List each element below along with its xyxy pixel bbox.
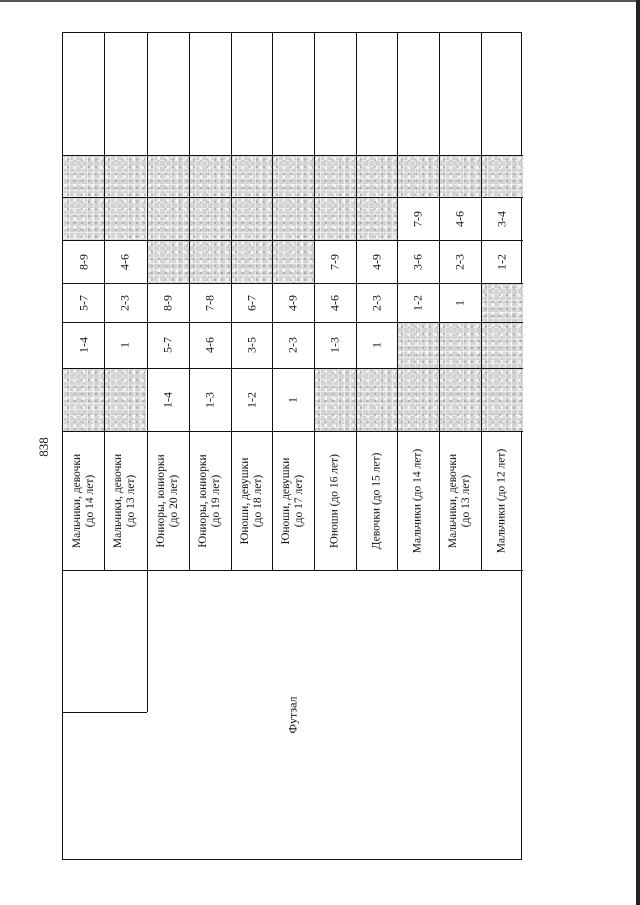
value-cell (63, 368, 104, 431)
value-cell (439, 155, 481, 197)
value-cell (147, 368, 189, 431)
column-divider (63, 240, 523, 241)
row-group-cell (356, 431, 397, 570)
value-cell (356, 240, 397, 283)
value-cell (104, 368, 146, 431)
row-divider (231, 33, 232, 570)
value-cell (314, 322, 356, 368)
value-cell (63, 283, 104, 322)
value-cell (189, 240, 231, 283)
value-cell (272, 155, 314, 197)
scan-edge-right (636, 0, 640, 905)
value-text: 7-8 (202, 294, 217, 311)
value-text: 3-6 (410, 253, 425, 270)
value-cell (314, 240, 356, 283)
value-text: 6-7 (244, 294, 258, 311)
value-text: 2-3 (452, 253, 467, 270)
value-text: 3-4 (494, 210, 509, 227)
value-text: 1-3 (327, 337, 342, 353)
value-cell (231, 240, 272, 283)
sport-area-divider (147, 570, 148, 712)
row-group-label (280, 457, 306, 544)
value-text: 4-6 (452, 210, 467, 227)
lower-rule (63, 712, 147, 713)
row-divider (272, 33, 273, 570)
value-text: 1 (452, 299, 467, 306)
value-text: 3-5 (244, 337, 258, 353)
value-cell (481, 322, 523, 368)
value-cell (231, 197, 272, 240)
value-cell (147, 322, 189, 368)
value-cell (147, 197, 189, 240)
value-cell (272, 322, 314, 368)
value-cell (231, 155, 272, 197)
value-cell (439, 368, 481, 431)
value-cell (104, 240, 146, 283)
value-text: 2-3 (285, 337, 300, 353)
value-text: 5-7 (160, 337, 175, 353)
row-group-label (155, 454, 181, 547)
value-cell (314, 283, 356, 322)
row-group-line: (до 17 лет) (293, 474, 305, 527)
row-group-cell (481, 431, 523, 570)
value-cell (397, 197, 439, 240)
row-divider (104, 33, 105, 570)
value-cell (397, 155, 439, 197)
row-group-cell (63, 431, 104, 570)
value-cell (63, 197, 104, 240)
value-cell (231, 368, 272, 431)
value-text: 1 (117, 342, 132, 348)
value-text: 4-9 (285, 294, 300, 311)
value-text: 4-6 (202, 337, 217, 353)
column-divider (63, 155, 523, 156)
value-text: 2-3 (369, 294, 383, 311)
row-group-line: Мальчики (до 14 лет) (411, 448, 424, 553)
value-cell (481, 368, 523, 431)
row-group-label (329, 454, 342, 548)
row-group-line: Юноши, девушки (280, 457, 292, 544)
row-group-label (370, 452, 383, 549)
value-cell (63, 240, 104, 283)
value-cell (189, 197, 231, 240)
value-cell (272, 368, 314, 431)
sport-cell (63, 570, 523, 859)
row-group-line: (до 19 лет) (210, 474, 222, 527)
value-cell (439, 197, 481, 240)
row-group-label (447, 453, 473, 547)
row-divider (481, 33, 482, 570)
value-cell (481, 283, 523, 322)
row-group-line: Мальчики, девочки (112, 453, 124, 548)
row-group-label (71, 453, 97, 547)
value-cell (356, 197, 397, 240)
row-group-line: Мальчики (до 12 лет) (495, 448, 508, 553)
row-group-line: Мальчики, девочки (447, 453, 459, 548)
value-cell (147, 155, 189, 197)
value-cell (189, 368, 231, 431)
row-divider (189, 33, 190, 570)
value-cell (231, 322, 272, 368)
value-cell (397, 240, 439, 283)
value-cell (63, 322, 104, 368)
row-group-line: (до 18 лет) (251, 474, 264, 527)
value-text: 2-3 (117, 294, 132, 311)
row-group-label (112, 453, 138, 547)
value-cell (439, 240, 481, 283)
value-text: 7-9 (327, 253, 342, 270)
value-cell (397, 322, 439, 368)
row-group-cell (231, 431, 272, 570)
value-cell (272, 197, 314, 240)
value-text: 4-6 (117, 253, 132, 270)
value-cell (481, 240, 523, 283)
row-group-label (197, 454, 223, 547)
value-cell (356, 322, 397, 368)
scan-edge-top (0, 0, 640, 2)
value-text: 8-9 (76, 253, 90, 270)
row-group-cell (189, 431, 231, 570)
value-cell (272, 240, 314, 283)
value-cell (63, 155, 104, 197)
row-group-cell (439, 431, 481, 570)
value-cell (231, 283, 272, 322)
row-group-line: Юноши, девушки (238, 457, 251, 544)
value-group-divider (63, 431, 523, 432)
value-cell (189, 155, 231, 197)
row-group-label (496, 448, 509, 552)
value-cell (397, 283, 439, 322)
row-group-cell (104, 431, 146, 570)
column-divider (63, 197, 523, 198)
value-cell (314, 155, 356, 197)
row-group-line: Юниоры, юниорки (155, 453, 167, 548)
value-text: 5-7 (76, 294, 90, 311)
results-table (62, 32, 522, 860)
value-cell (439, 283, 481, 322)
value-cell (439, 322, 481, 368)
page-number: 838 (36, 437, 51, 457)
value-text: 7-9 (410, 210, 425, 227)
row-group-label (412, 448, 425, 552)
row-divider (314, 33, 315, 570)
row-group-cell (272, 431, 314, 570)
value-cell (481, 197, 523, 240)
value-cell (189, 322, 231, 368)
value-cell (314, 197, 356, 240)
value-text: 1-4 (160, 391, 175, 408)
group-sport-divider (63, 570, 523, 571)
row-divider (397, 33, 398, 570)
value-text: 8-9 (160, 294, 175, 311)
value-cell (104, 155, 146, 197)
row-group-line: (до 20 лет) (168, 474, 180, 527)
row-group-line: (до 13 лет) (125, 474, 137, 527)
row-group-line: (до 14 лет) (83, 474, 96, 527)
value-cell (314, 368, 356, 431)
value-text: 4-6 (327, 294, 342, 311)
row-divider (356, 33, 357, 570)
row-group-line: Юниоры, юниорки (197, 453, 209, 548)
row-group-line: Юноши (до 16 лет) (328, 453, 341, 548)
column-divider (63, 283, 523, 284)
value-cell (147, 283, 189, 322)
row-group-label (239, 457, 265, 544)
row-group-line: (до 13 лет) (460, 474, 472, 527)
column-divider (63, 322, 523, 323)
row-divider (439, 33, 440, 570)
value-cell (104, 322, 146, 368)
value-cell (356, 283, 397, 322)
value-text: 1-2 (494, 253, 509, 270)
row-group-line: Девочки (до 15 лет) (370, 452, 382, 549)
value-cell (104, 283, 146, 322)
value-cell (147, 240, 189, 283)
row-group-line: Мальчики, девочки (70, 453, 83, 548)
value-text: 1 (369, 342, 383, 348)
value-text: 1 (285, 396, 300, 403)
column-divider (63, 368, 523, 369)
value-text: 1-2 (410, 294, 425, 311)
value-cell (397, 368, 439, 431)
sport-label: Футзал (285, 695, 300, 734)
value-cell (104, 197, 146, 240)
value-cell (356, 368, 397, 431)
value-text: 1-4 (76, 337, 90, 353)
value-cell (272, 283, 314, 322)
row-group-cell (314, 431, 356, 570)
value-cell (189, 283, 231, 322)
row-group-cell (147, 431, 189, 570)
value-cell (481, 155, 523, 197)
value-cell (356, 155, 397, 197)
value-text: 1-3 (202, 391, 217, 408)
value-text: 4-9 (369, 253, 383, 270)
row-group-cell (397, 431, 439, 570)
value-text: 1-2 (244, 391, 258, 408)
row-divider (147, 33, 148, 570)
